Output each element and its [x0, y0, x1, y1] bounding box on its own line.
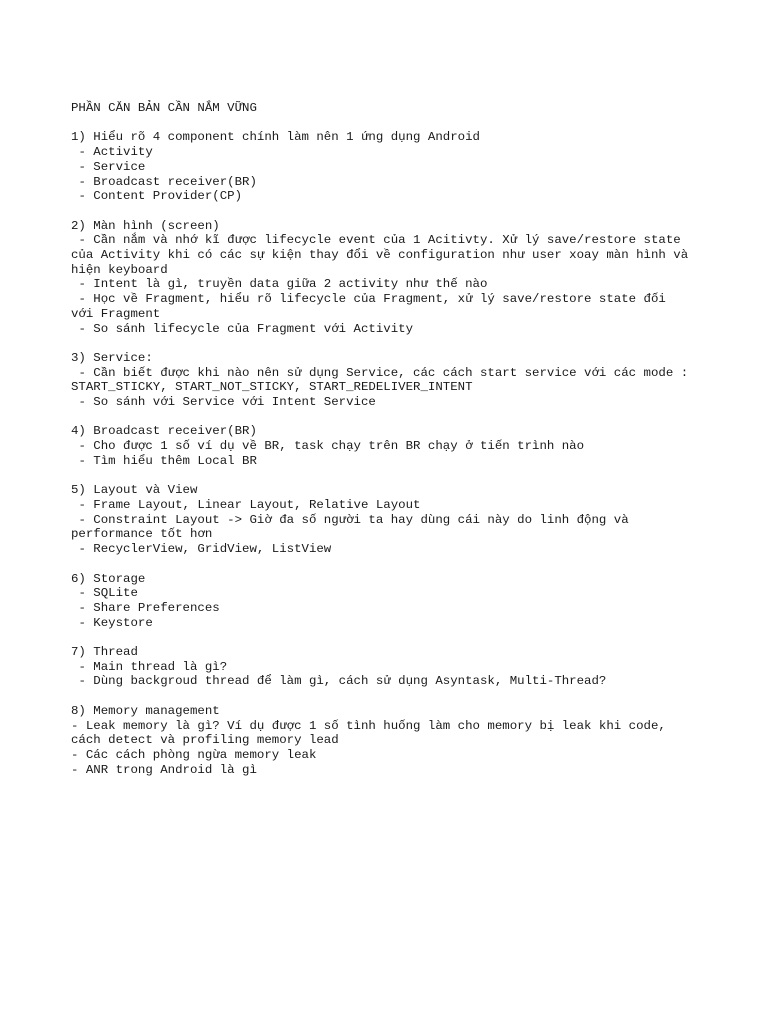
document-text: PHẦN CĂN BẢN CẦN NẮM VỮNG 1) Hiểu rõ 4 component chính làm nên 1 ứng dụng Android - Activity - Service - Broadcast receiver(BR) - Content Provider(CP) 2) Màn hình (screen) - Cần nắm và nhớ kĩ được lifecycle event của 1 Acitivty. Xử lý save/restore state của Activity khi có các sự kiện thay đổi về configuration như user xoay màn hình và hiện keyboard - Intent là gì, truyền data giữa 2 activity như thế nào - Học về Fragment, hiểu rõ lifecycle của Fragment, xử lý save/restore state đối với Fragment - So sánh lifecycle của Fragment với Activity 3) Service: - Cần biết được khi nào nên sử dụng Service, các cách start service với các mode : START_STICKY, START_NOT_STICKY, START_REDELIVER_INTENT - So sánh với Service với Intent Service 4) Broadcast receiver(BR) - Cho được 1 số ví dụ về BR, task chạy trên BR chạy ở tiến trình nào - Tìm hiểu thêm Local BR 5) Layout và View - Frame Layout, Linear Layout, Relative Layout - Constraint Layout -> Giờ đa số người ta hay dùng cái này do linh động và performance tốt hơn - RecyclerView, GridView, ListView 6) Storage - SQLite - Share Preferences - Keystore 7) Thread - Main thread là gì? - Dùng backgroud thread để làm gì, cách sử dụng Asyntask, Multi-Thread? 8) Memory management - Leak memory là gì? Ví dụ được 1 số tình huống làm cho memory bị leak khi code, cách detect và profiling memory lead - Các cách phòng ngừa memory leak - ANR trong Android là gì: [71, 101, 689, 777]
